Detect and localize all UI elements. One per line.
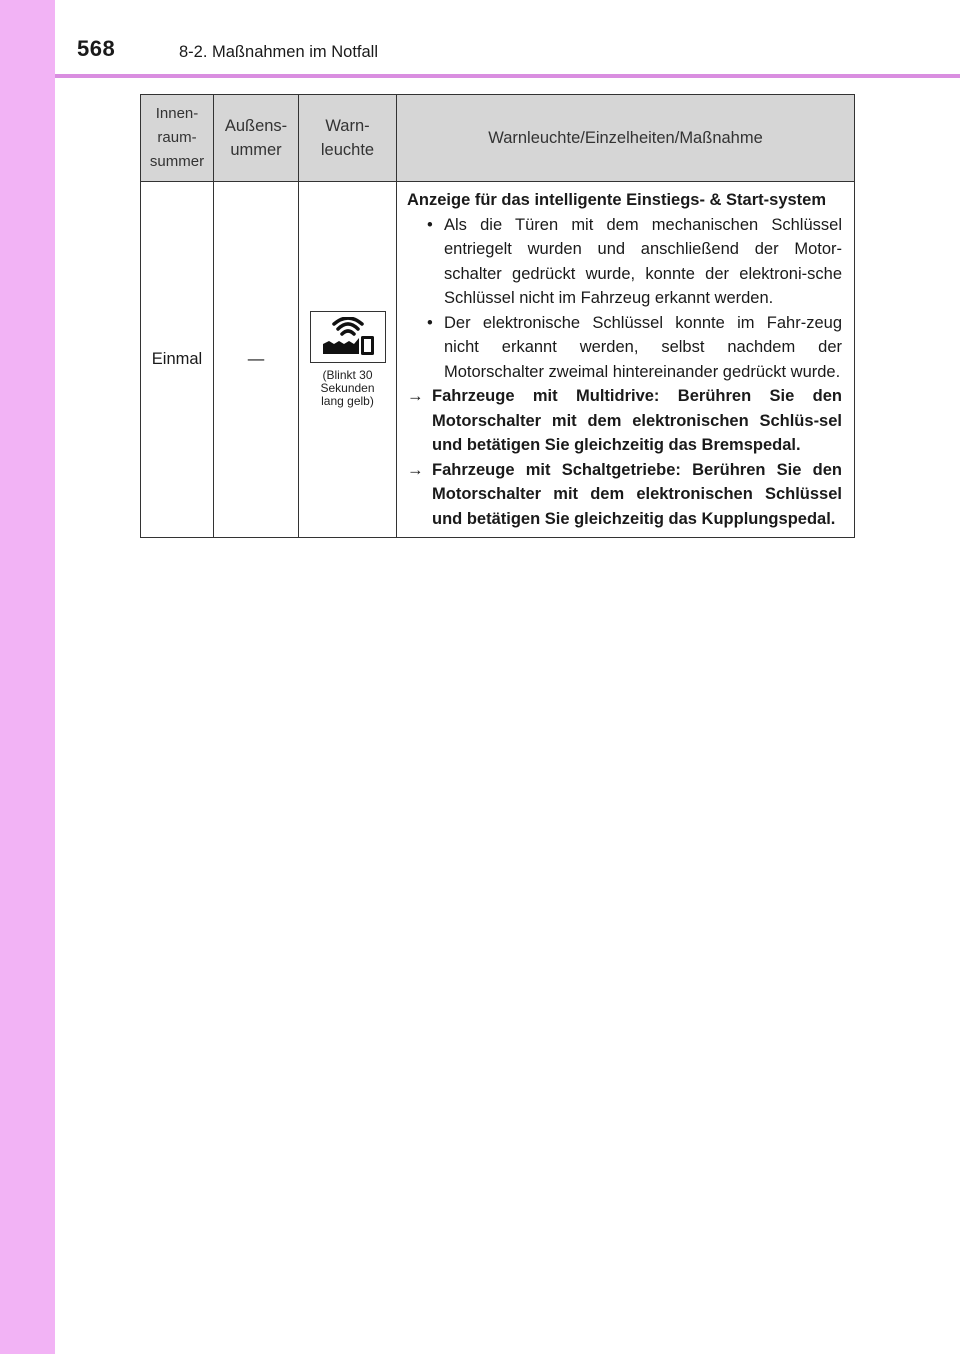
- page-number: 568: [77, 36, 116, 61]
- header-line: Warn-: [325, 117, 370, 135]
- header-line: summer: [149, 153, 205, 170]
- exterior-buzzer-cell: —: [214, 182, 299, 538]
- caption-line: lang gelb): [321, 394, 374, 408]
- caption-line: (Blinkt 30: [322, 368, 373, 382]
- warning-table: [140, 94, 855, 538]
- col-header-warning-light: [299, 95, 397, 182]
- col-header-details: Warnleuchte/Einzelheiten/Maßnahme: [397, 95, 855, 182]
- key-signal-icon: [319, 317, 377, 357]
- bullet-text: Als die Türen mit dem mechanischen Schlüssel entriegelt wurden und anschließend der Motor-schalter gedrückt wurde, konnte der elektroni-sche Schlüssel nicht im Fahrzeug erkannt werden.: [444, 215, 842, 307]
- header-line: leuchte: [320, 141, 375, 159]
- bullet-icon: •: [427, 215, 433, 234]
- col-header-exterior-buzzer: [214, 95, 299, 182]
- action-text: Fahrzeuge mit Multidrive: Berühren Sie den Motorschalter mit dem elektronischen Schlüs-sel und betätigen Sie gleichzeitig das Bremspedal.: [432, 387, 842, 454]
- header-line: Innen-: [155, 105, 199, 122]
- interior-buzzer-cell: Einmal: [141, 182, 214, 538]
- col-header-interior-buzzer: [141, 95, 214, 182]
- table-header-row: [141, 95, 855, 182]
- details-cell: [397, 182, 855, 538]
- warning-light-cell: [299, 182, 397, 538]
- header-line: Außens-: [224, 117, 288, 135]
- action-item: [407, 458, 842, 532]
- warning-title: Anzeige für das intelligente Einstiegs- & Start-system: [407, 191, 827, 209]
- caption-line: Sekunden: [320, 381, 375, 395]
- bullet-text: Der elektronische Schlüssel konnte im Fahr-zeug nicht erkannt werden, selbst nachdem der Motorschalter zweimal hintereinander gedrückt wurde.: [444, 313, 842, 381]
- side-color-strip: [0, 0, 55, 1354]
- action-text: Fahrzeuge mit Schaltgetriebe: Berühren Sie den Motorschalter mit dem elektronischen Schlüssel und betätigen Sie gleichzeitig das Kupplungspedal.: [432, 460, 842, 528]
- list-item: [407, 311, 842, 385]
- section-title: 8-2. Maßnahmen im Notfall: [179, 43, 378, 61]
- smart-key-warning-icon: [310, 311, 386, 363]
- header-line: raum-: [157, 129, 197, 146]
- bullet-icon: •: [427, 313, 433, 332]
- table-row: [141, 182, 855, 538]
- arrow-right-icon: →: [407, 460, 424, 479]
- action-item: [407, 384, 842, 458]
- arrow-right-icon: →: [407, 387, 424, 405]
- header-divider: [55, 74, 960, 78]
- header-line: ummer: [230, 141, 282, 159]
- icon-caption: [299, 369, 396, 408]
- list-item: [407, 213, 842, 311]
